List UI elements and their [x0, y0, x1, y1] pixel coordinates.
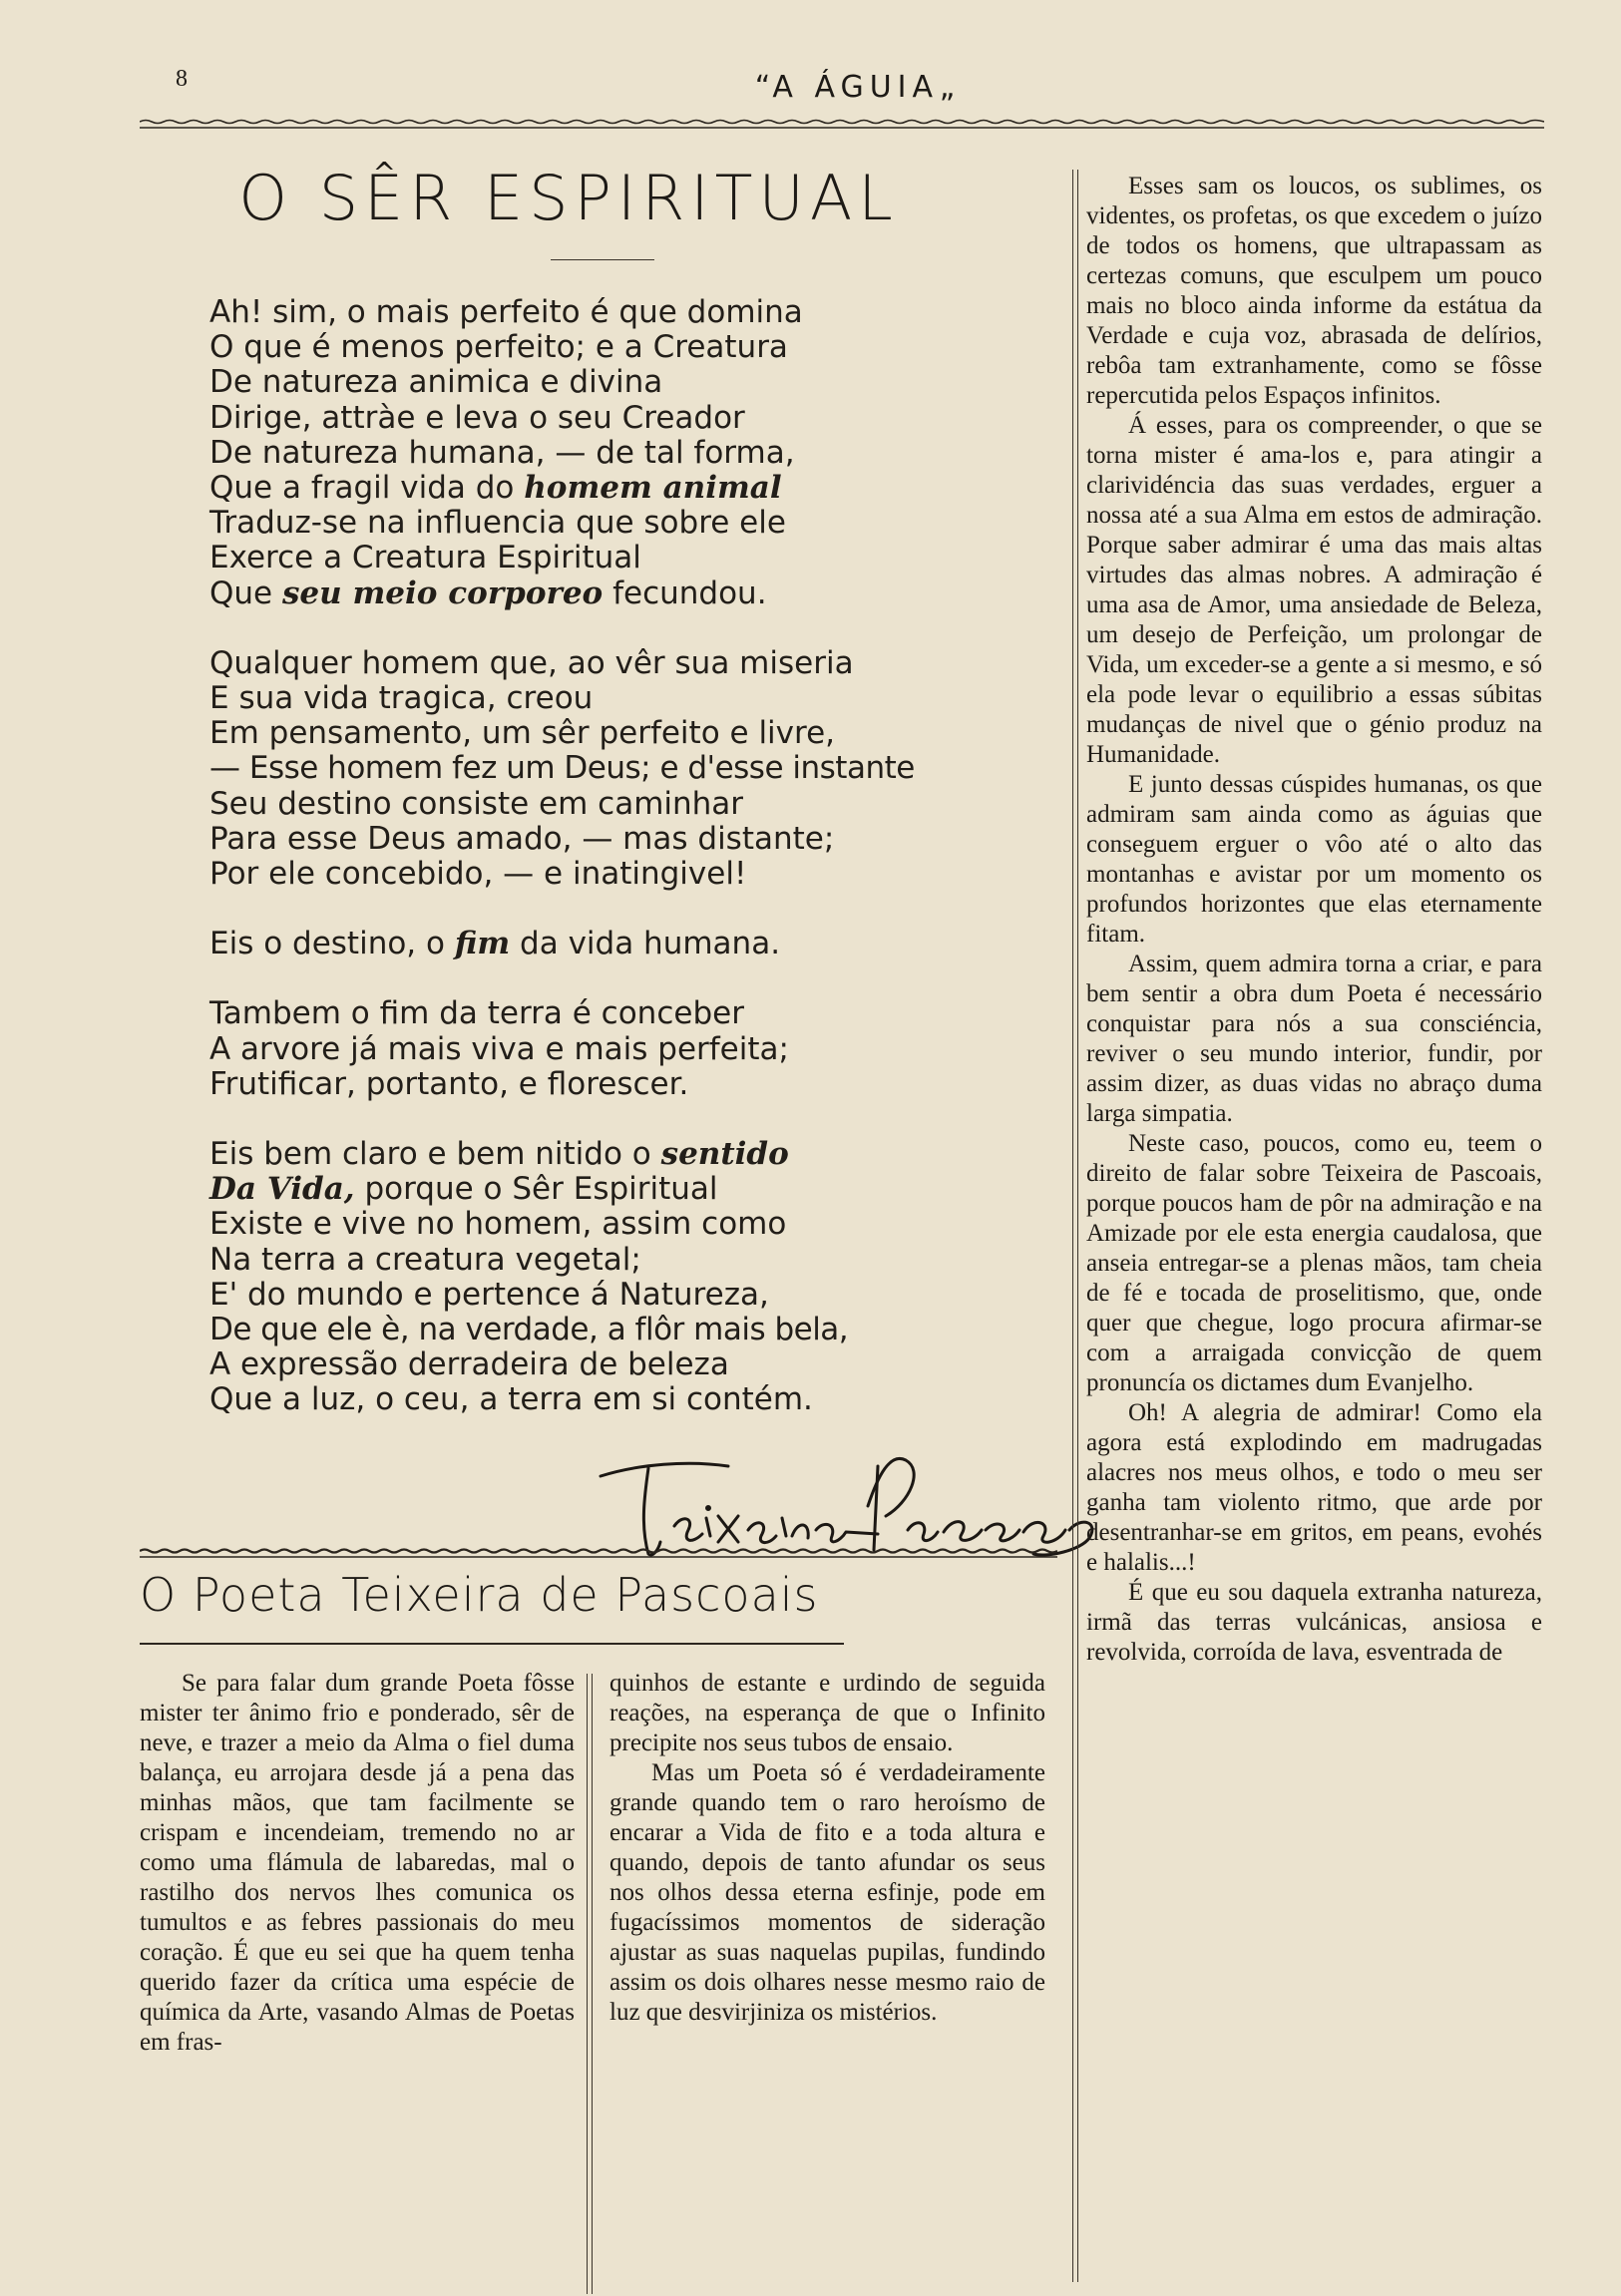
poem-text: Na terra a creatura vegetal;	[209, 1241, 641, 1278]
poem-verse	[209, 822, 1067, 857]
poem-verse	[209, 1313, 1067, 1347]
poem-verse	[209, 471, 1067, 506]
page-number: 8	[176, 66, 188, 92]
article-paragraph: Assim, quem admira torna a criar, e para bem sentir a obra dum Poeta é necessário conquistar para nós a sua consciéncia, reviver o seu mundo interior, fundir, por assim dizer, as duas vidas no abraço duma larga simpatia.	[1086, 951, 1542, 1127]
poem-verse	[209, 1382, 1067, 1417]
poem-emphasis: Da Vida,	[209, 1171, 355, 1208]
article-column-3	[1086, 172, 1542, 1668]
poem-verse	[209, 787, 1067, 822]
article-paragraph: Oh! A alegria de admirar! Como ela agora está explodindo em madrugadas alacres nos meus olhos, e todo o meu ser ganha tam violento ritmo, que arde por desentranhar-se em gritos, em peans, evohés e halalis...!	[1086, 1399, 1542, 1576]
poem-text: De natureza humana, — de tal forma,	[209, 434, 795, 471]
poem-text: De natureza animica e divina	[209, 364, 663, 401]
poem-verse	[209, 506, 1067, 541]
poem-stanza	[209, 295, 1067, 611]
poem-verse	[209, 401, 1067, 436]
poem-title: O SÊR ESPIRITUAL	[238, 162, 899, 234]
poem-verse	[209, 1032, 1067, 1067]
poem-verse	[209, 716, 1067, 751]
poem-text: Por ele concebido, — e inatingivel!	[209, 856, 747, 893]
poem-verse	[209, 1207, 1067, 1242]
article-paragraph: Neste caso, poucos, como eu, teem o direito de falar sobre Teixeira de Pascoais, porque poucos ham de pôr na admiração e na Amizade por ele esta energia caudalosa, que anseia entregar-se a plenas mãos, tam cheia de fé e tocada de proselitismo, que, onde quer que chegue, logo procura afirmar-se com a arraigada convicção de quem pronuncía os dictames dum Evanjelho.	[1086, 1130, 1542, 1396]
poem-text: E sua vida tragica, creou	[209, 680, 594, 717]
article-column-1	[140, 1669, 575, 2058]
poem-verse	[209, 330, 1067, 365]
poem-text: Ah! sim, o mais perfeito é que domina	[209, 294, 803, 330]
article-paragraph: E junto dessas cúspides humanas, os que admiram sam ainda como as águias que conseguem erguer o vôo até o alto das montanhas e avistar por um momento os profundos horizontes que elas eternamente fitam.	[1086, 771, 1542, 948]
poem-verse	[209, 681, 1067, 716]
column-divider	[1072, 170, 1073, 2282]
poem-emphasis: fim	[454, 926, 511, 962]
poem-verse	[209, 1243, 1067, 1278]
poem-stanza	[209, 1137, 1067, 1418]
poem-verse	[209, 996, 1067, 1031]
poem-text: porque o Sêr Espiritual	[354, 1171, 718, 1208]
poem-text: Traduz-se na influencia que sobre ele	[209, 505, 786, 542]
poem-verse	[209, 541, 1067, 575]
poem-text: Existe e vive no homem, assim como	[209, 1206, 787, 1243]
title-rule	[551, 259, 654, 260]
poem-text: De que ele è, na verdade, a flôr mais bela,	[209, 1312, 849, 1348]
poem-text: fecundou.	[603, 574, 767, 611]
poem-text: Para esse Deus amado, — mas distante;	[209, 820, 835, 857]
poem-text: da vida humana.	[510, 926, 781, 962]
poem-verse	[209, 857, 1067, 892]
poem-text: Que a fragil vida do	[209, 470, 525, 507]
poem-text: Exerce a Creatura Espiritual	[209, 540, 641, 576]
poem-verse	[209, 436, 1067, 471]
poem-text: Tambem o fim da terra é conceber	[209, 995, 744, 1032]
running-head: “A ÁGUIA„	[754, 70, 962, 105]
poem-text: Frutificar, portanto, e florescer.	[209, 1065, 689, 1102]
poem-text: Eis o destino, o	[209, 926, 455, 962]
article-paragraph: É que eu sou daquela extranha natureza, irmã das terras vulcánicas, ansiosa e revolvida, corroída de lava, esventrada de	[1086, 1579, 1542, 1666]
article-paragraph: Á esses, para os compreender, o que se torna mister é ama-los e, para atingir a clarividéncia das suas verdades, erguer a nossa até a sua Alma em estos de admiração. Porque saber admirar é uma das mais altas virtudes das almas nobres. A admiração é uma asa de Amor, uma ansiedade de Beleza, um desejo de Perfeição, um prolongar de Vida, um exceder-se a gente a si mesmo, e só ela pode levar o equilibrio a essas súbitas mudanças de nivel que o génio produz na Humanidade.	[1086, 412, 1542, 768]
poem-text: E' do mundo e pertence á Natureza,	[209, 1276, 769, 1313]
poem-text: Qualquer homem que, ao vêr sua miseria	[209, 644, 854, 681]
poem-verse	[209, 1347, 1067, 1382]
poem-emphasis: sentido	[660, 1136, 789, 1173]
poem-text: A arvore já mais viva e mais perfeita;	[209, 1030, 789, 1067]
article-paragraph: Mas um Poeta só é verdadeiramente grande quando tem o raro heroísmo de encarar a Vida de fito e a toda altura e quando, depois de tanto afundar os seus nos olhos dessa eterna esfinje, pode em fugacíssimos momentos de sideração ajustar as suas naquelas pupilas, fundindo assim os dois olhares nesse mesmo raio de luz que desvirjiniza os mistérios.	[609, 1759, 1045, 2026]
poem-text: A expressão derradeira de beleza	[209, 1346, 729, 1383]
poem-verse	[209, 927, 1067, 961]
poem-text: Eis bem claro e bem nitido o	[209, 1136, 661, 1173]
poem-verse	[209, 576, 1067, 611]
poem-verse	[209, 646, 1067, 681]
article-title: O Poeta Teixeira de Pascoais	[140, 1568, 819, 1622]
article-paragraph: Se para falar dum grande Poeta fôsse mister ter ânimo frio e ponderado, sêr de neve, e trazer a meio da Alma o fiel duma balança, eu arrojara desde já a pena das minhas mãos, que tam facilmente se crispam e incendeiam, tremendo no ar como uma flámula de labaredas, mal o rastilho dos nervos lhes comunica os tumultos e as febres passionais do meu coração. É que eu sei que ha quem tenha querido fazer da crítica uma espécie de química da Arte, vasando Almas de Poetas em fras-	[140, 1670, 575, 2056]
poem-text: Seu destino consiste em caminhar	[209, 785, 744, 822]
poem-text: O que é menos perfeito; e a Creatura	[209, 329, 788, 366]
signature	[579, 1446, 1137, 1564]
poem-verse	[209, 295, 1067, 330]
column-divider	[587, 1674, 588, 2294]
article-paragraph: quinhos de estante e urdindo de seguida reações, na esperança de que o Infinito precipite nos seus tubos de ensaio.	[609, 1670, 1045, 1756]
poem-verse	[209, 1172, 1067, 1207]
poem-text: Em pensamento, um sêr perfeito e livre,	[209, 715, 836, 752]
article-paragraph: Esses sam os loucos, os sublimes, os videntes, os profetas, os que excedem o juízo de todos os homens, que ultrapassam as certezas comuns, que esculpem um pouco mais no bloco ainda informe da estátua da Verdade e cuja voz, abrasada de delírios, rebôa tam extranhamente, como se fôsse repercutida pelos Espaços infinitos.	[1086, 173, 1542, 409]
poem-text: Que a luz, o ceu, a terra em si contém.	[209, 1381, 813, 1418]
poem	[209, 295, 1067, 1453]
poem-verse	[209, 1067, 1067, 1102]
poem-verse	[209, 1278, 1067, 1313]
article-column-2	[609, 1669, 1045, 2028]
poem-emphasis: seu meio corporeo	[281, 574, 604, 611]
poem-emphasis: homem animal	[524, 470, 782, 507]
poem-stanza	[209, 927, 1067, 961]
poem-stanza	[209, 646, 1067, 892]
header-rule	[140, 119, 1544, 131]
poem-stanza	[209, 996, 1067, 1102]
poem-verse	[209, 365, 1067, 400]
poem-text: — Esse homem fez um Deus; e d'esse instante	[209, 750, 915, 787]
poem-text: Dirige, attràe e leva o seu Creador	[209, 399, 745, 436]
poem-verse	[209, 751, 1067, 786]
article-title-rule	[140, 1643, 844, 1645]
poem-text: Que	[209, 574, 282, 611]
poem-verse	[209, 1137, 1067, 1172]
section-rule	[140, 1548, 1057, 1560]
